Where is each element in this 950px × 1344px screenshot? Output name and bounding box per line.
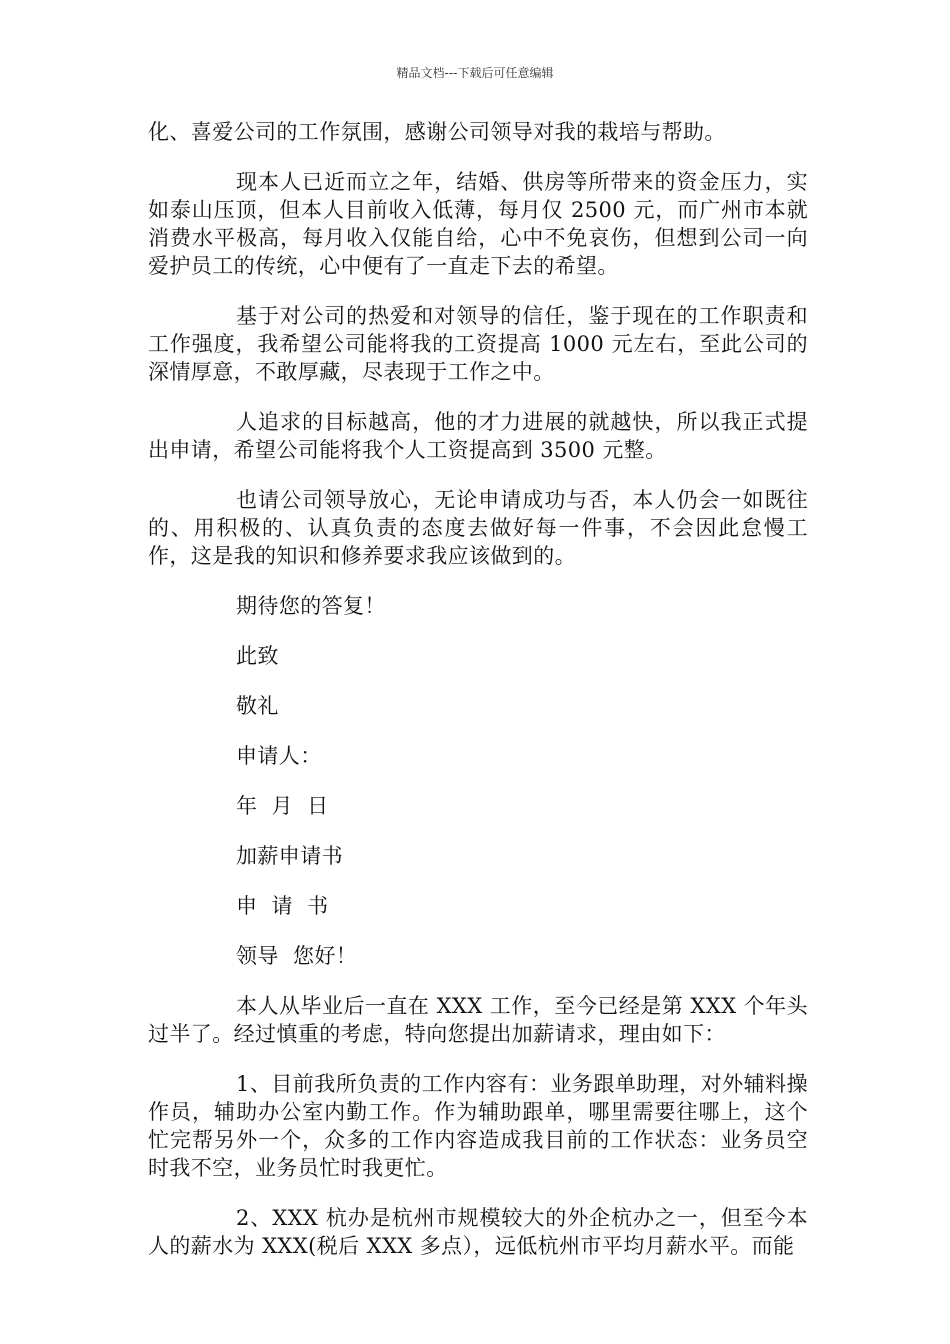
paragraph-raise-request: 基于对公司的热爱和对领导的信任，鉴于现在的工作职责和工作强度，我希望公司能将我的工资提高 1000 元左右，至此公司的深情厚意，不敢厚藏，尽表现于工作之中。 bbox=[148, 304, 808, 384]
closing-line: 期待您的答复！ bbox=[236, 594, 386, 618]
page-header-note: 精品文档---下载后可任意编辑 bbox=[396, 66, 554, 80]
paragraph-commitment: 也请公司领导放心，无论申请成功与否，本人仍会一如既往的、用积极的、认真负责的态度去做好每一件事，不会因此怠慢工作，这是我的知识和修养要求我应该做到的。 bbox=[148, 488, 808, 568]
section-title: 加薪申请书 bbox=[236, 844, 343, 868]
applicant-label: 申请人： bbox=[236, 744, 322, 768]
paragraph-financial-pressure: 现本人已近而立之年，结婚、供房等所带来的资金压力，实如泰山压顶，但本人目前收入低薄，每月仅 2500 元，而广州市本就消费水平极高，每月收入仅能自给，心中不免哀伤，但想到公司一向爱护员工的传统，心中便有了一直走下去的希望。 bbox=[148, 170, 808, 278]
letter-title: 申 请 书 bbox=[236, 894, 329, 918]
paragraph-introduction: 本人从毕业后一直在 XXX 工作，至今已经是第 XXX 个年头过半了。经过慎重的考虑，特向您提出加薪请求，理由如下： bbox=[148, 994, 808, 1046]
greeting-line: 领导 您好！ bbox=[236, 944, 358, 968]
salutation-cizhi: 此致 bbox=[236, 644, 279, 668]
paragraph-reason-2: 2、XXX 杭办是杭州市规模较大的外企杭办之一，但至今本人的薪水为 XXX(税后 XXX 多点），远低杭州市平均月薪水平。而能 bbox=[148, 1206, 808, 1258]
date-line: 年 月 日 bbox=[236, 794, 329, 818]
paragraph-continuation: 化、喜爱公司的工作氛围，感谢公司领导对我的栽培与帮助。 bbox=[148, 120, 726, 144]
paragraph-formal-application: 人追求的目标越高，他的才力进展的就越快，所以我正式提出申请，希望公司能将我个人工资提高到 3500 元整。 bbox=[148, 410, 808, 462]
document-body bbox=[148, 118, 808, 1282]
paragraph-reason-1: 1、目前我所负责的工作内容有：业务跟单助理，对外辅料操作员，辅助办公室内勤工作。作为辅助跟单，哪里需要往哪上，这个忙完帮另外一个，众多的工作内容造成我目前的工作状态：业务员空时我不空，业务员忙时我更忙。 bbox=[148, 1072, 808, 1180]
salutation-jingli: 敬礼 bbox=[236, 694, 279, 718]
